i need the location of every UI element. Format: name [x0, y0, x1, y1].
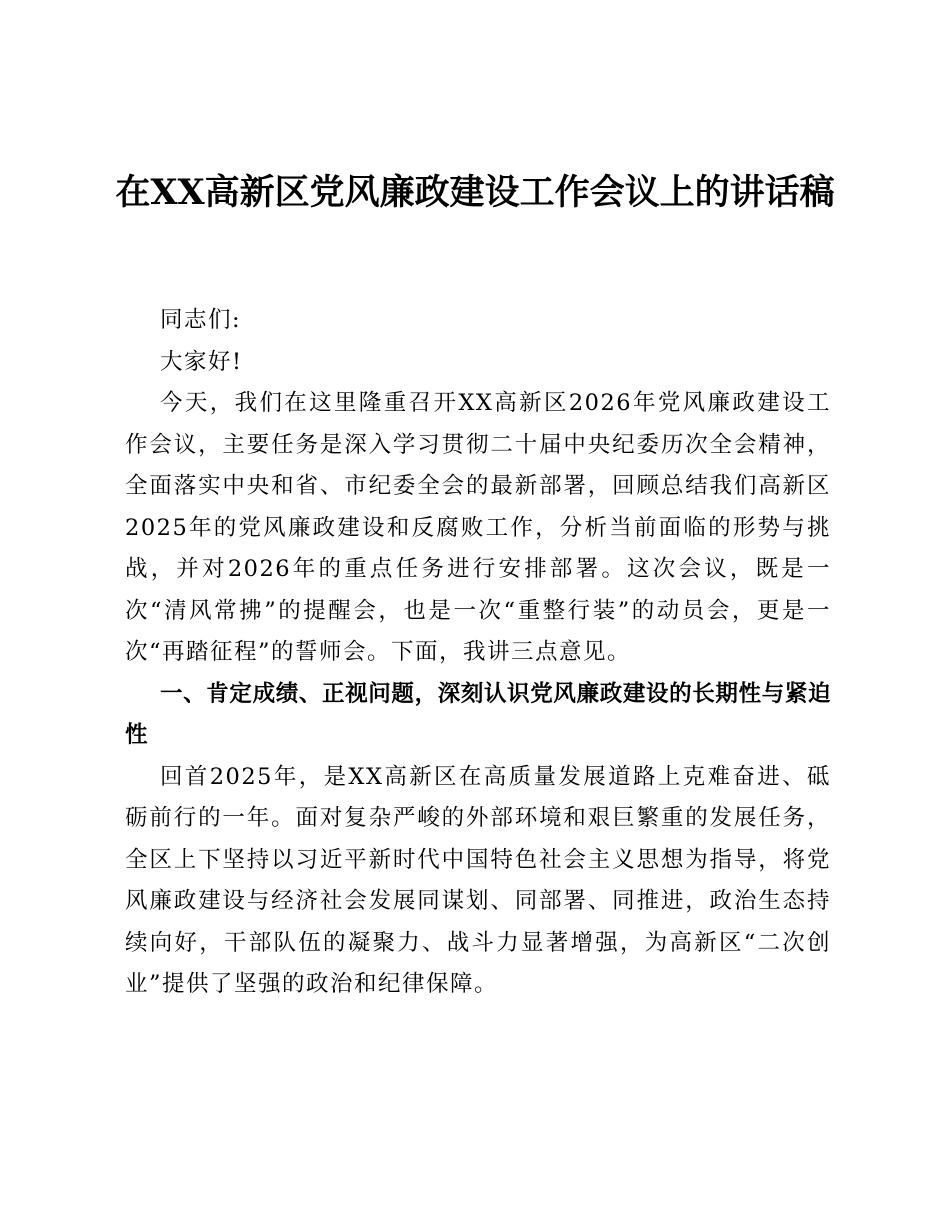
greeting: 大家好! [160, 348, 243, 375]
salutation: 同志们: [160, 307, 242, 333]
document-title: 在XX高新区党风廉政建设工作会议上的讲话稿 [115, 172, 835, 213]
section-heading: 一、肯定成绩、正视问题，深刻认识党风廉政建设的长期性与紧迫性 [125, 680, 831, 748]
body-paragraph: 回首2025年，是XX高新区在高质量发展道路上克难奋进、砥砺前行的一年。面对复杂严峻的外部环境和艰巨繁重的发展任务，全区上下坚持以习近平新时代中国特色社会主义思想为指导，将党风廉政建设与经济社会发展同谋划、同部署、同推进，政治生态持续向好，干部队伍的凝聚力、战斗力显著增强，为高新区“二次创业”提供了坚强的政治和纪律保障。 [125, 763, 831, 997]
body-paragraph: 今天，我们在这里隆重召开XX高新区2026年党风廉政建设工作会议，主要任务是深入学习贯彻二十届中央纪委历次全会精神，全面落实中央和省、市纪委全会的最新部署，回顾总结我们高新区2025年的党风廉政建设和反腐败工作，分析当前面临的形势与挑战，并对2026年的重点任务进行安排部署。这次会议，既是一次“清风常拂”的提醒会，也是一次“重整行装”的动员会，更是一次“再踏征程”的誓师会。下面，我讲三点意见。 [125, 390, 831, 665]
document-body [125, 300, 831, 1006]
